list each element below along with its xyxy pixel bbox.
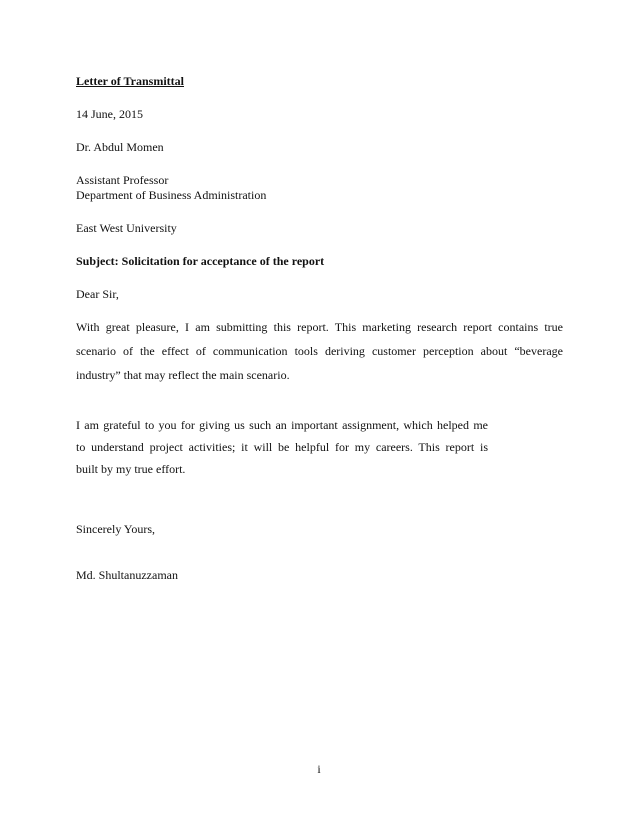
recipient-department: Department of Business Administration	[76, 188, 267, 202]
recipient-name: Dr. Abdul Momen	[76, 140, 164, 154]
letter-heading: Letter of Transmittal	[76, 74, 184, 88]
paragraph-2-line-1: I am grateful to you for giving us such an important assignment, which helped me	[76, 418, 488, 432]
letter-date: 14 June, 2015	[76, 107, 143, 121]
paragraph-1-line-3: industry” that may reflect the main scenario.	[76, 368, 290, 382]
paragraph-2-line-3: built by my true effort.	[76, 462, 186, 476]
recipient-title: Assistant Professor	[76, 173, 169, 187]
letter-salutation: Dear Sir,	[76, 287, 119, 301]
paragraph-1-line-1: With great pleasure, I am submitting this report. This marketing research report contains true	[76, 320, 563, 334]
letter-signature: Md. Shultanuzzaman	[76, 568, 178, 582]
letter-closing: Sincerely Yours,	[76, 522, 156, 536]
paragraph-2-line-2: to understand project activities; it will be helpful for my careers. This report is	[76, 440, 488, 454]
letter-subject: Subject: Solicitation for acceptance of the report	[76, 254, 325, 268]
recipient-institution: East West University	[76, 221, 177, 235]
paragraph-1-line-2: scenario of the effect of communication tools deriving customer perception about “beverage	[76, 344, 563, 358]
page-number: i	[317, 762, 321, 776]
